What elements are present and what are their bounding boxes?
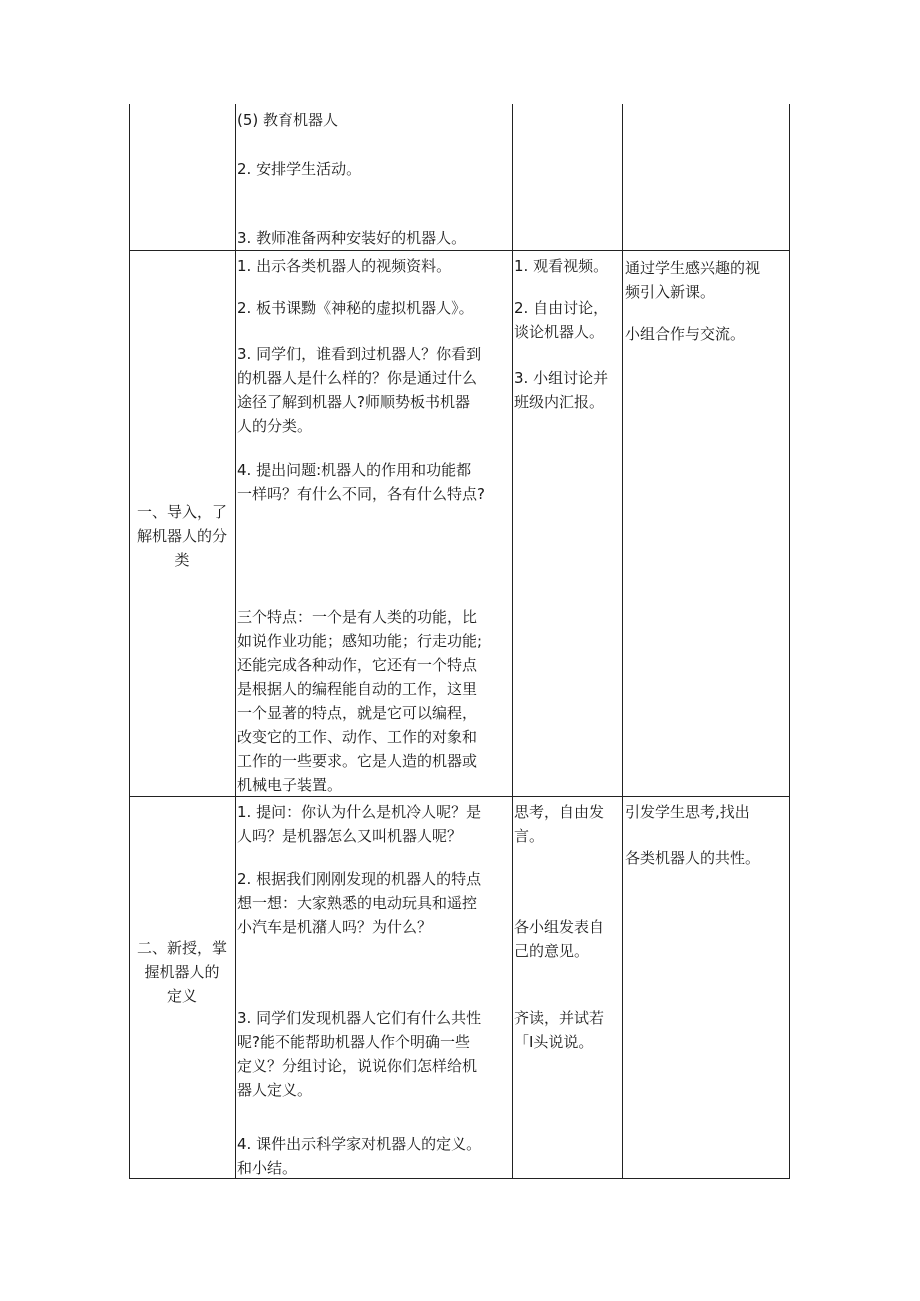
row2-teacher-item-3: 3. 同学们发现机器人它们有什么共性 呢?能不能帮助机器人作个明确一些 定义？分组讨论，说说你们怎样给机 器人定义。 <box>237 1009 482 1099</box>
row1-teacher-item-3: 3. 同学们，谁看到过机器人？你看到 的机器人是什么样的？你是通过什么 途径了解到机器人?师顺势板书机器 人的分类。 <box>237 345 482 435</box>
row2-student-item-2: 各小组发表自 己的意见。 <box>514 918 605 960</box>
row0-teacher-item-1: (5) 教育机器人 <box>237 111 339 129</box>
row2-intent-item-2: 各类机器人的共性。 <box>625 849 761 867</box>
row1-student-item-1: 1. 观看视频。 <box>514 257 609 275</box>
row0-teacher-item-2: 2. 安排学生活动。 <box>237 160 362 178</box>
row1-intent-item-2: 小组合作与交流。 <box>625 325 746 343</box>
table-right-border <box>789 104 790 1179</box>
row2-student-item-3: 齐读，并试若 「I头说说。 <box>514 1009 605 1051</box>
row2-intent-item-1: 引发学生思考,找出 <box>625 803 750 821</box>
row2-teacher-item-1: 1. 提问：你认为什么是机冷人呢？是 人吗？是机器怎么又叫机器人呢？ <box>237 803 482 845</box>
row2-student-item-1: 思考，自由发 言。 <box>514 803 605 845</box>
row2-teacher-item-4: 4. 课件出示科学家对机器人的定义。 和小结。 <box>237 1135 482 1177</box>
row1-stage-label: 一、导入，了 解机器人的分 类 <box>136 503 227 569</box>
row0-teacher-item-3: 3. 教师准备两种安装好的机器人。 <box>237 229 467 247</box>
table-left-border <box>129 104 130 1179</box>
row-divider-1 <box>129 250 790 251</box>
row1-teacher-item-4: 4. 提出问题:机器人的作用和功能都 一样吗？有什么不同，各有什么特点? <box>237 461 485 503</box>
row1-intent-item-1: 通过学生感兴趣的视 频引入新课。 <box>625 259 761 301</box>
row1-student-item-2: 2. 自由讨论， 谈论机器人。 <box>514 299 609 341</box>
column-divider-3 <box>622 104 623 1179</box>
row1-teacher-item-2: 2. 板书课黝《神秘的虚拟机器人》。 <box>237 299 474 317</box>
column-divider-1 <box>235 104 236 1179</box>
row1-student-item-3: 3. 小组讨论并 班级内汇报。 <box>514 369 609 411</box>
row2-teacher-item-2: 2. 根据我们刚刚发现的机器人的特点 想一想：大家熟悉的电动玩具和遥控 小汽车是机潴人吗？为什么？ <box>237 870 482 936</box>
row2-stage-label: 二、新授，掌 握机器人的 定义 <box>136 939 227 1005</box>
row1-teacher-item-5: 三个特点：一个是有人类的功能，比 如说作业功能；感知功能；行走功能; 还能完成各种动作，它还有一个特点 是根据人的编程能自动的工作，这里 一个显著的特点，就是它可以编程， 改变它的工作、动作、工作的对象和 工作的一些要求。它是人造的机器或 机械电子装置。 <box>237 608 483 794</box>
column-divider-2 <box>512 104 513 1179</box>
row1-teacher-item-1: 1. 出示各类机器人的视频资料。 <box>237 257 452 275</box>
